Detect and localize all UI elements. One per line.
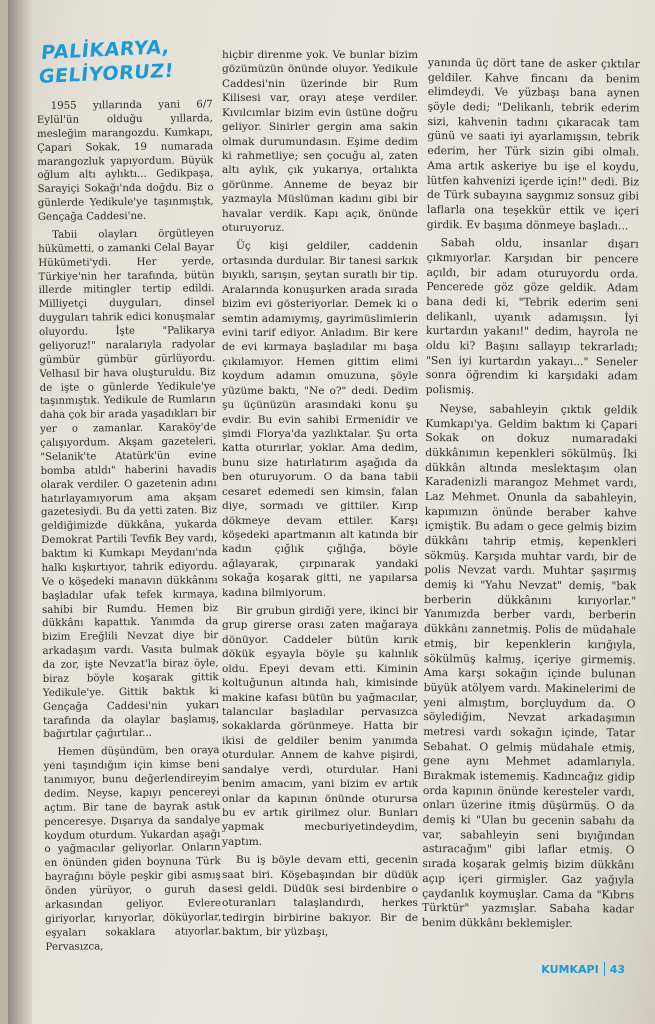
paragraph: Bir grubun girdiği yere, ikinci bir grup girerse orası zaten mağaraya dönüyor. Caddeler bütün kırık dökük eşyayla böyle şu kalınlık oldu. Epeyi devam etti. Kiminin koltuğunun altında halı, kimisinde makine kafası bütün bu yağmacılar, talancılar başladılar pervasızca sokaklarda görünmeye. Hatta bir ikisi de geldiler benim yanımda oturdular. Annem de kahve pişirdi, sandalye verdi, oturdular. Hani benim amacım, yani bizim ev artık onlar da kapının önünde oturursa bu ev artık girilmez olur. Bunları yapmak mecburiyetindeydim, yaptım. xyxy=(222,605,418,848)
paragraph: Bu iş böyle devam etti, gecenin saat biri. Köşebaşından bir düdük sesi geldi. Düdük sesi birdenbire o oturanları talaşlandırdı, herkes tedirgin birbirine bakıyor. Bir de baktım, bir yüzbaşı, xyxy=(222,854,418,939)
paragraph: yanında üç dört tane de asker çıktılar geldiler. Kahve fincanı da benim elimdeydi. Ve yüzbaşı bana aynen şöyle dedi; "Delikanlı, tebrik ederim sizi, kahvenin tadını çıkaracak tam günü ve saati iyi ayarlamışsın, tebrik ederim, her Türk sizin gibi olmalı. Ama artık askeriye bu işe el koydu, lütfen kahvenizi içerde için!" dedi. Biz de Türk subayına saygımız sonsuz gibi laflarla ona teşekkür ettik ve içeri girdik. Ev başıma dönmeye başladı... xyxy=(426,56,640,232)
paragraph: 1955 yıllarında yani 6/7 Eylül'ün olduğu yıllarda, mesleğim marangozdu. Kumkapı, Çapari Sokak, 19 numarada marangozluk yapıyordum. Büyük oğlum altı aylıktı... Gedikpaşa, Sarayiçi Sokağı'nda doğdu. Biz o günlerde Yedikule'ye taşınmıştık, Gençağa Caddesi'ne. xyxy=(36,99,214,223)
article-column-2 xyxy=(222,48,418,954)
article-title xyxy=(38,36,215,89)
page-binding xyxy=(8,0,32,1024)
paragraph: Neyse, sabahleyin çıktık geldik Kumkapı'ya. Geldim baktım ki Çapari Sokak on dokuz numaradaki dükkânımın kepenkleri sökülmüş. İki dükkân altında meslektaşım olan Karadenizli marangoz Mehmet vardı, Laz Mehmet. Onunla da sabahleyin, kapımızın önünde beraber kahve içmiştik. Bu adam o gece gelmiş bizim dükkânı tahrip etmiş, kepenkleri sökmüş. Karşıda muhtar vardı, bir de polis Nevzat vardı. Muhtar şaşırmış demiş ki "Yahu Nevzat" demiş, "bak berberin dükkânını kırıyorlar." Yanımızda berber vardı, berberin dükkânı zannetmiş. Polis de müdahale etmiş, bir kepenklerin kırığıyla, sökülmüş kalmış, içeriye girmemiş. Ama karşı sokağın içinde bulunan büyük atölyem vardı. Makinelerimi de yeni almıştım, borçluydum da. O söylediğim, Nevzat arkadaşımın metresi vardı sokağın içinde, Tatar Sebahat. O gelmiş müdahale etmiş, gene aynı Mehmet adamlarıyla. Bırakmak istememiş. Kadıncağız gidip orda kapının önünde keresteler vardı, onları üzerine itmiş düşürmüş. O da demiş ki "Ulan bu gecenin sabahı da var, sabahleyin seni bıyığından astıracağım" gibi laflar etmiş. O sırada koşarak gelmiş bizim dükkânı açıp içeri girmişler. Gaz yağıyla çaydanlık koymuşlar. Cama da "Kıbrıs Türktür" yazmışlar. Sabaha kadar benim dükkânı beklemişler. xyxy=(421,401,638,930)
magazine-name: KUMKAPI xyxy=(541,962,599,976)
magazine-page xyxy=(8,0,655,1024)
page-footer xyxy=(541,962,625,976)
paragraph: Sabah oldu, insanlar dışarı çıkmıyorlar. Karşıdan bir pencere açıldı, bir adam oturuyordu orda. Pencerede göz göze geldik. Adam bana dedi ki, "Tebrik ederim seni delikanlı, uyanık adamışsın. İyi kurtardın yakanı!" dedim, hayrola ne oldu ki? Başını sallayıp tekrarladı; "Sen iyi kurtardın yakayı..." Seneler sonra öğrendim ki karşıdaki adam polismiş. xyxy=(425,236,639,397)
article-title-line-1: PALİKARYA, xyxy=(40,36,171,64)
paragraph: Hemen düşündüm, ben oraya yeni taşındığım için kimse beni tanımıyor, bunu değerlendireyim dedim. Neyse, kapıyı pencereyi açtım. Bir tane de bayrak astık penceresye. Dışarıya da sandalye koydum oturdum. Yukardan aşağı o yağmacılar geliyorlar. Onların en önünden giden boynuna Türk bayrağını böyle peşkir gibi asmış önden yürüyor, o guruh da arkasından geliyor. Evlere giriyorlar, kırıyorlar, döküyorlar, eşyaları sokaklara atıyorlar. Pervasızca, xyxy=(43,745,222,953)
article-column-1 xyxy=(36,36,222,954)
paragraph: hiçbir direnme yok. Ve bunlar bizim gözümüzün önünde oluyor. Yedikule Caddesi'nin üzerinde bir Rum Kilisesi var, orayı ateşe verdiler. Kıvılcımlar bizim evin üstüne doğru geliyor. Sinirler gergin ama sakin olmak durumundasın. Eşime dedim ki rahmetliye; sen çocuğu al, zaten altı aylık, çık yukarıya, ortalıkta görünme. Anneme de beyaz bir yazmayla Müslüman kadını gibi bir havalar verdik. Kapı açık, önünde oturuyoruz. xyxy=(222,49,418,235)
paragraph: Tabii olayları örgütleyen hükümetti, o zamanki Celal Bayar Hükümeti'ydi. Her yerde, Türkiye'nin her tarafında, bütün illerde mitingler tertip edildi. Milliyetçi duyguları, dinsel duyguları tahrik edici konuşmalar oluyordu. İşte "Palikarya geliyoruz!" naralarıyla radyolar gümbür gümbür gürlüyordu. Velhasıl bir hava oluşturuldu. Biz de işte o günlerde Yedikule'ye taşınmıştık. Yedikule de Rumların daha çok bir arada yaşadıkları bir yer o zamanlar. Karaköy'de çalışıyordum. Akşam gazeteleri, "Selanik'te Atatürk'ün evine bomba atıldı" haberini havadis olarak verdiler. O gazetenin adını hatırlayamıyorum ama akşam gazetesiydi. Bu da yetti zaten. Biz geldiğimizde dükkâna, yukarda Demokrat Partili Tevfik Bey vardı, baktım ki Kumkapı Meydanı'nda halkı kışkırtıyor, tahrik ediyordu. Ve o köşedeki manavın dükkânını başladılar ufak tefek kırmaya, sahibi bir Rumdu. Hemen biz dükkânı kapattık. Yanımda da bizim Ereğlili Nevzat diye bir arkadaşım vardı. Vasıta bulmak da zor, işte Nevzat'la biraz öyle, biraz böyle koşarak gittik Yedikule'ye. Gittik baktık ki Gençağa Caddesi'nin yukarı tarafında da olaylar başlamış, bağırtılar çağırtılar... xyxy=(38,228,220,741)
footer-divider xyxy=(604,962,605,976)
paragraph: Üç kişi geldiler, caddenin ortasında durdular. Bir tanesi sarkık bıyıklı, sarışın, şeytan suratlı bir tip. Aralarında konuşurken arada sırada bizim evi gösteriyorlar. Demek ki o semtin adamıymış, gayrimüslimlerin evini tarif ediyor. Anladım. Bir kere de evi kırmaya başladılar mı başa çıkılamıyor. Hemen gittim elimi koydum adamın omuzuna, şöyle yüzüme baktı, "Ne o?" dedi. Dedim şu üçünüzün arasındaki konu şu evdir. Bu evin sahibi Ermenidir ve şimdi Florya'da yazlıktalar. Şu orta katta oturırlar, yoklar. Ama dedim, bunu size hatırlatırım aşağıda da ben oturuyorum. O da bana tabii cesaret edemedi sen kimsin, falan diye, sormadı ve gittiler. Kırıp dökmeye devam ettiler. Karşı köşedeki apartmanın alt katında bir kadın çığlık çığlığa, böyle ağlayarak, çırpınarak yandaki sokağa koşarak gitti, ne yapılarsa kadına bilmiyorum. xyxy=(222,240,418,599)
article-title-line-2: GELİYORUZ! xyxy=(37,59,175,88)
page-number: 43 xyxy=(609,962,625,976)
article-column-3 xyxy=(422,56,640,955)
